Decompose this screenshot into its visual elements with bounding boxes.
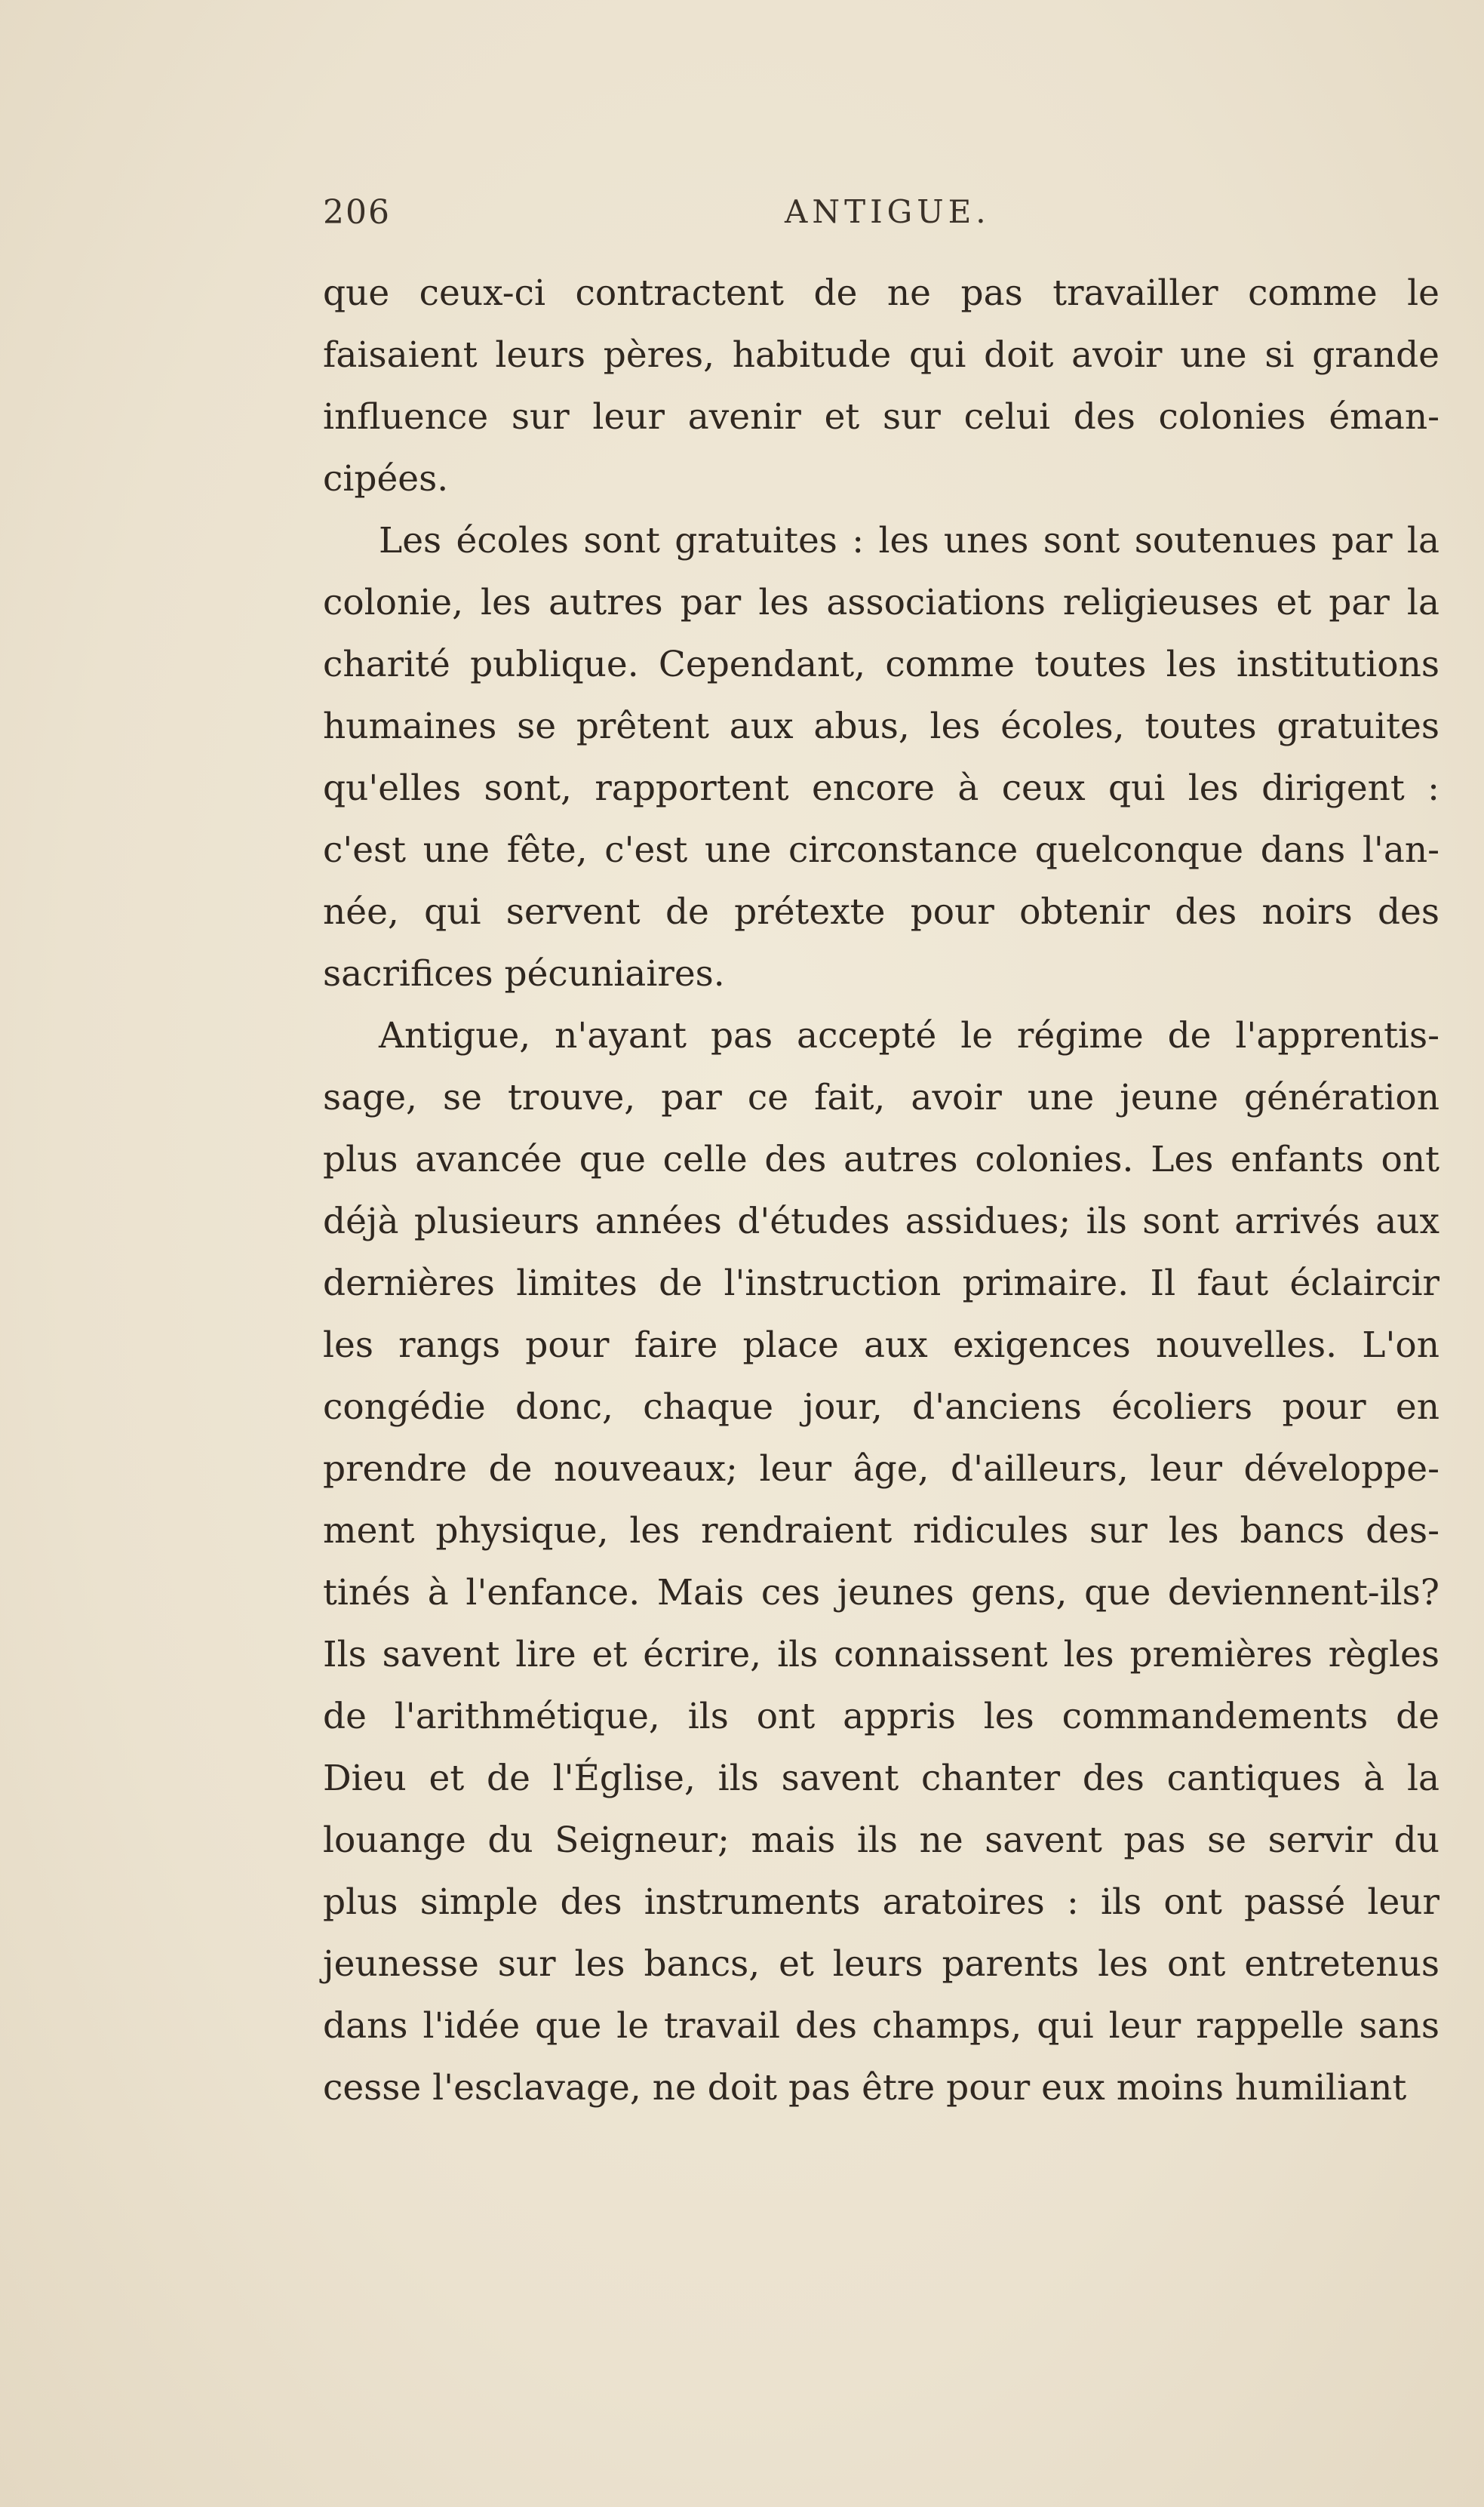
text-line: les rangs pour faire place aux exigences nouvelles. L'on [323,1324,1439,1366]
text-line: déjà plusieurs années d'études assidues; ils sont arrivés aux [323,1201,1439,1242]
page-number: 206 [323,193,391,232]
text-line: tinés à l'enfance. Mais ces jeunes gens, que deviennent-ils? [323,1572,1439,1613]
text-line: prendre de nouveaux; leur âge, d'ailleurs, leur développe- [323,1448,1439,1490]
text-line: humaines se prêtent aux abus, les écoles, toutes gratuites [323,706,1439,747]
text-line: colonie, les autres par les associations religieuses et par la [323,582,1439,623]
text-line: de l'arithmétique, ils ont appris les commandements de [323,1696,1439,1737]
running-title: ANTIGUE. [785,193,991,230]
text-line: c'est une fête, c'est une circonstance quelconque dans l'an- [323,829,1439,871]
text-line: cipées. [323,458,449,500]
text-line: influence sur leur avenir et sur celui des colonies éman- [323,396,1439,438]
text-line: dans l'idée que le travail des champs, qui leur rappelle sans [323,2005,1439,2047]
text-line: cesse l'esclavage, ne doit pas être pour eux moins humiliant [323,2067,1407,2109]
text-line: qu'elles sont, rapportent encore à ceux qui les dirigent : [323,767,1439,809]
paragraph-start-line: Les écoles sont gratuites : les unes sont soutenues par la [379,520,1439,561]
body-text [323,263,1439,2119]
text-line: plus avancée que celle des autres colonies. Les enfants ont [323,1139,1439,1180]
text-line: congédie donc, chaque jour, d'anciens écoliers pour en [323,1386,1439,1428]
text-line: Dieu et de l'Église, ils savent chanter des cantiques à la [323,1758,1439,1799]
paragraph-start-line: Antigue, n'ayant pas accepté le régime de l'apprentis- [379,1015,1439,1057]
page-header [323,186,1455,254]
text-line: sage, se trouve, par ce fait, avoir une jeune génération [323,1077,1439,1118]
text-line: ment physique, les rendraient ridicules sur les bancs des- [323,1510,1439,1552]
text-line: née, qui servent de prétexte pour obtenir des noirs des [323,891,1439,933]
text-line: faisaient leurs pères, habitude qui doit avoir une si grande [323,334,1439,376]
text-line: louange du Seigneur; mais ils ne savent pas se servir du [323,1819,1439,1861]
text-line: que ceux-ci contractent de ne pas travailler comme le [323,272,1439,314]
text-line: charité publique. Cependant, comme toutes les institutions [323,644,1439,685]
text-line: jeunesse sur les bancs, et leurs parents les ont entretenus [323,1943,1439,1985]
text-line: dernières limites de l'instruction primaire. Il faut éclaircir [323,1263,1439,1304]
text-line: plus simple des instruments aratoires : ils ont passé leur [323,1881,1439,1923]
text-line: Ils savent lire et écrire, ils connaissent les premières règles [323,1634,1439,1675]
text-line: sacrifices pécuniaires. [323,953,725,995]
